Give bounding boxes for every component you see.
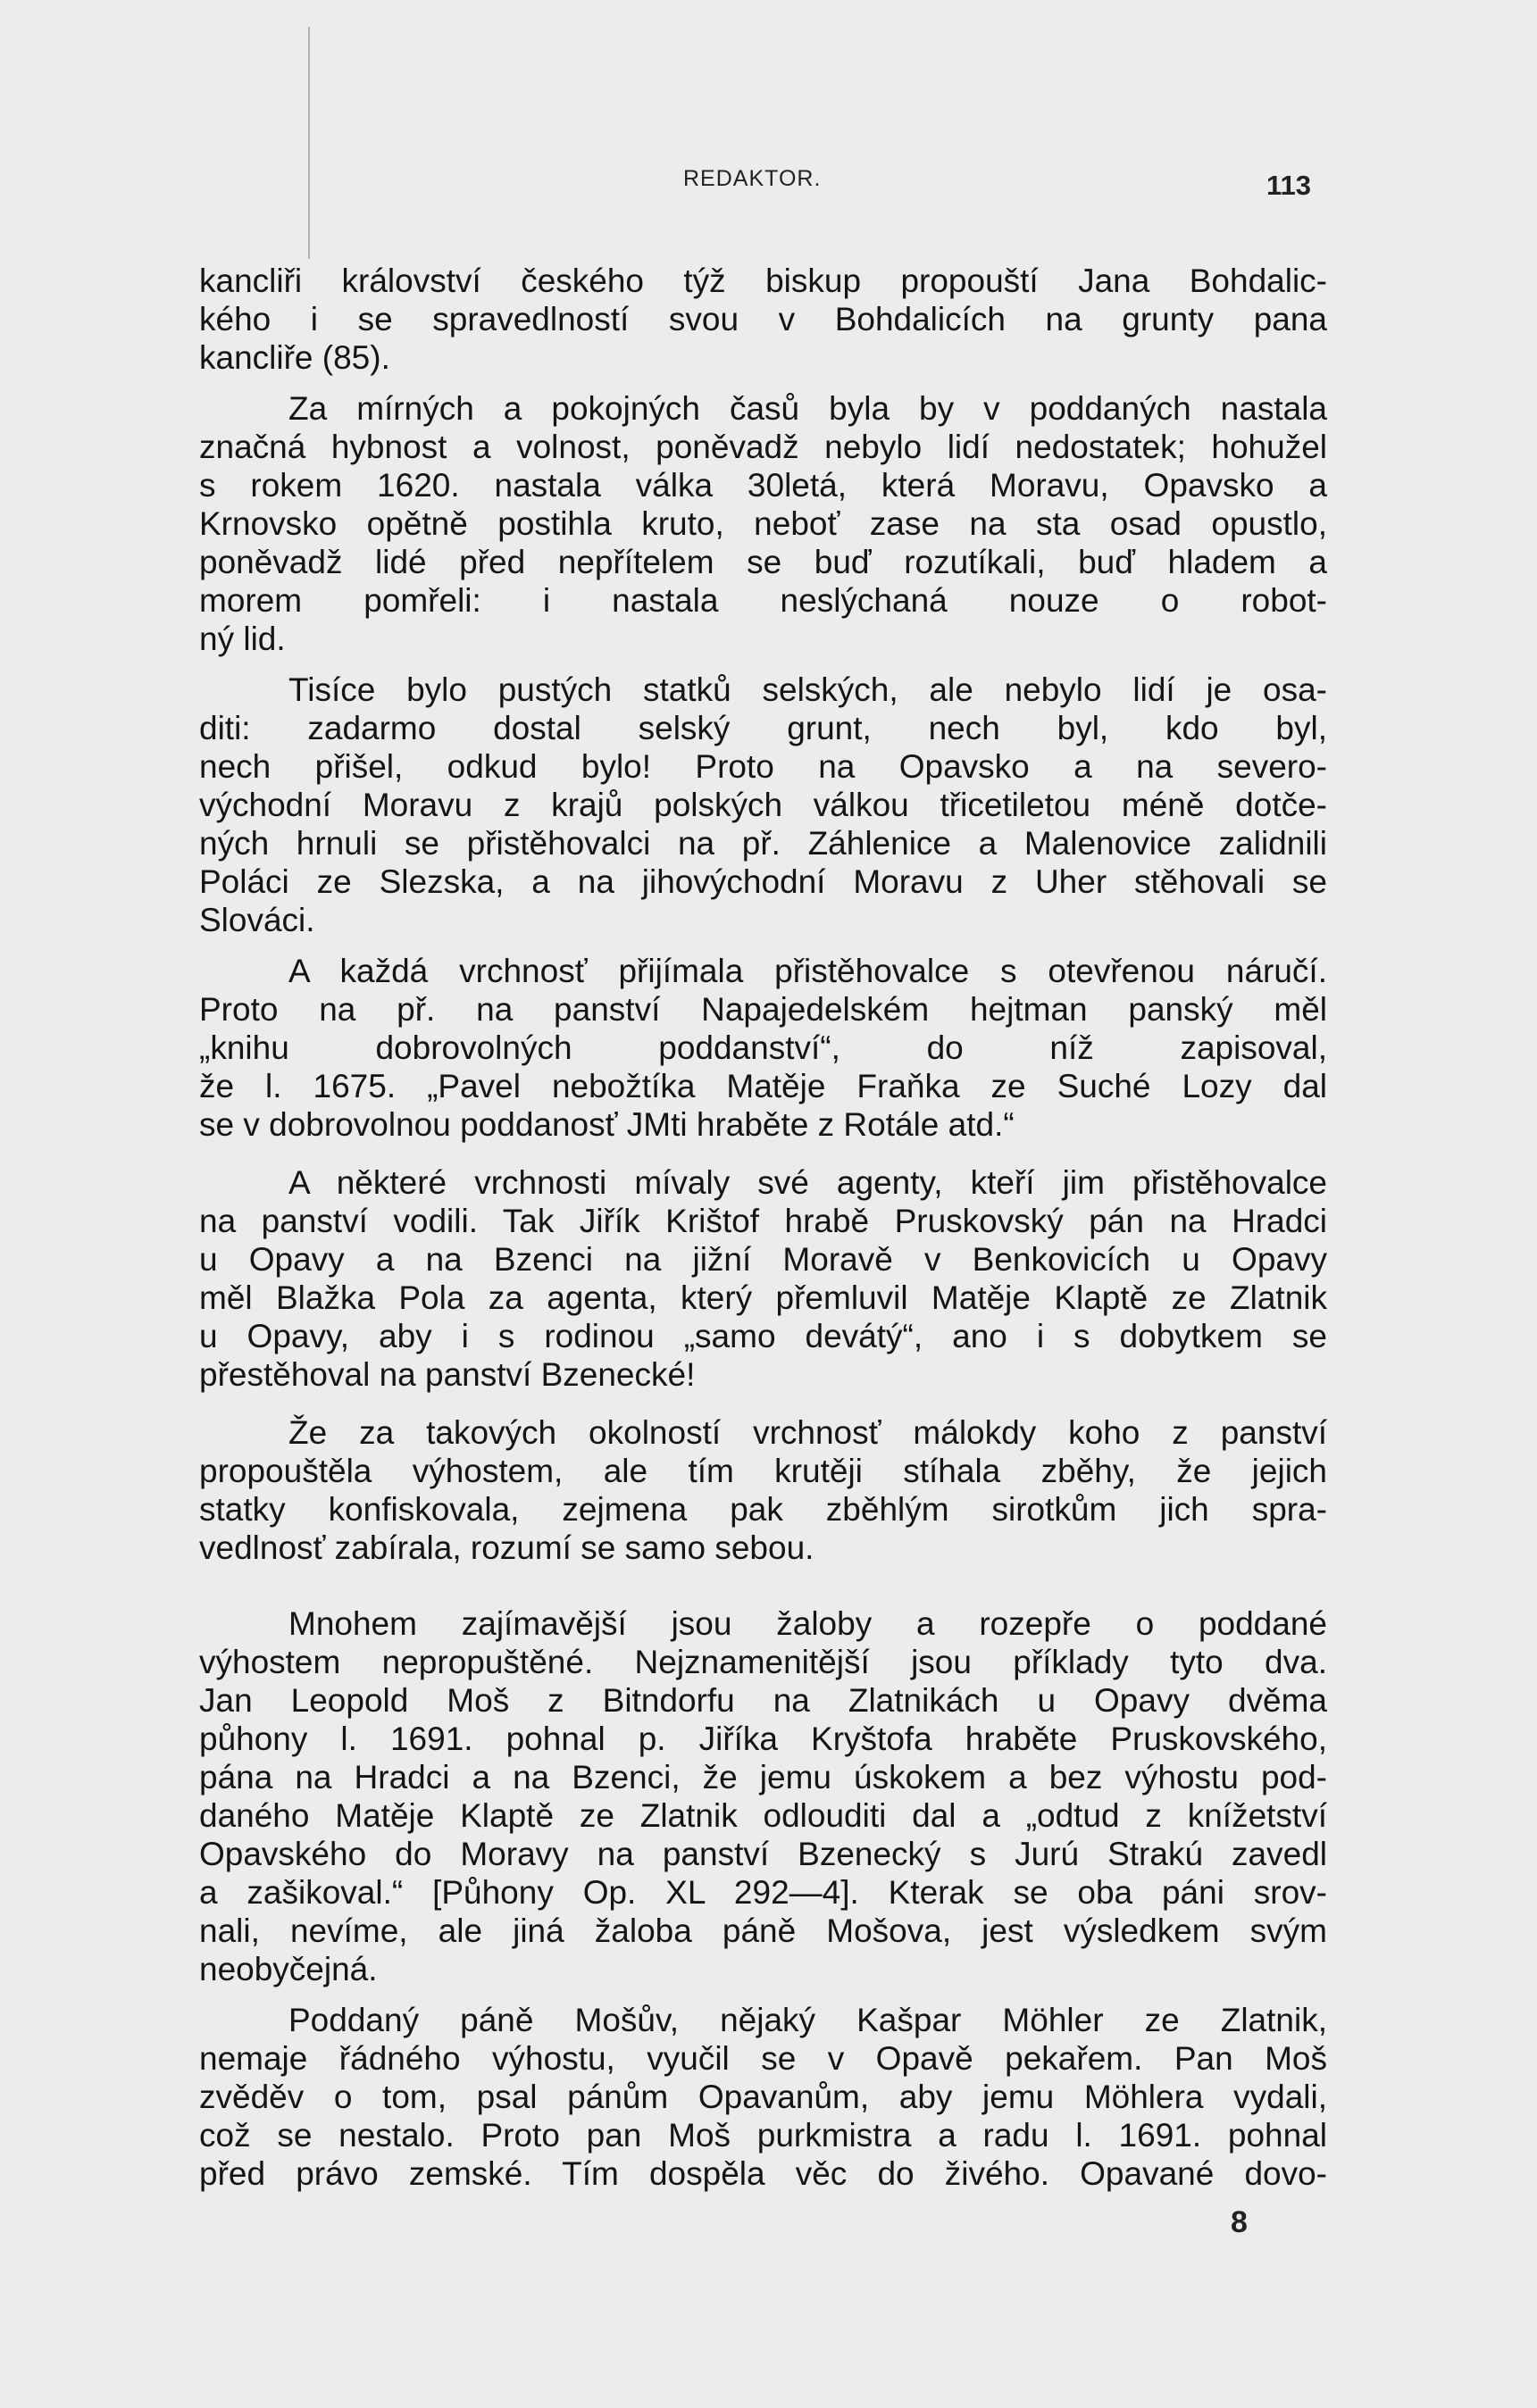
text-line: ný lid. xyxy=(199,621,286,657)
text-line: A každá vrchnosť přijímala přistěhovalce s otevřenou náručí. xyxy=(288,953,1327,989)
paragraph xyxy=(199,952,1327,1144)
text-line: Poláci ze Slezska, a na jihovýchodní Moravu z Uher stěhovali se xyxy=(199,863,1327,900)
text-line: daného Matěje Klaptě ze Zlatnik odlouditi dal a „odtud z knížetství xyxy=(199,1797,1327,1834)
paragraph xyxy=(199,389,1327,658)
text-line: „knihu dobrovolných poddanství“, do níž zapisoval, xyxy=(199,1029,1327,1066)
text-line: nali, nevíme, ale jiná žaloba páně Mošova, jest výsledkem svým xyxy=(199,1912,1327,1949)
text-line: nemaje řádného výhostu, vyučil se v Opavě pekařem. Pan Moš xyxy=(199,2040,1327,2077)
text-line: Jan Leopold Moš z Bitndorfu na Zlatnikách u Opavy dvěma xyxy=(199,1682,1327,1719)
text-line: zvěděv o tom, psal pánům Opavanům, aby jemu Möhlera vydali, xyxy=(199,2079,1327,2115)
text-line: značná hybnost a volnost, poněvadž nebylo lidí nedostatek; hohužel xyxy=(199,429,1327,465)
text-line: Proto na př. na panství Napajedelském hejtman panský měl xyxy=(199,991,1327,1028)
text-line: na panství vodili. Tak Jiřík Krištof hrabě Pruskovský pán na Hradci xyxy=(199,1203,1327,1239)
text-line: Mnohem zajímavější jsou žaloby a rozepře o poddané xyxy=(288,1605,1327,1642)
text-line: přestěhoval na panství Bzenecké! xyxy=(199,1356,696,1393)
text-line: statky konfiskovala, zejmena pak zběhlým sirotkům jich spra- xyxy=(199,1491,1327,1528)
text-line: před právo zemské. Tím dospěla věc do živého. Opavané dovo- xyxy=(199,2155,1327,2192)
text-line: neobyčejná. xyxy=(199,1951,378,1987)
text-line: vedlnosť zabírala, rozumí se samo sebou. xyxy=(199,1529,814,1566)
text-line: a zašikoval.“ [Půhony Op. XL 292—4]. Kterak se oba páni srov- xyxy=(199,1874,1327,1911)
text-line: což se nestalo. Proto pan Moš purkmistra a radu l. 1691. pohnal xyxy=(199,2117,1327,2154)
text-line: ných hrnuli se přistěhovalci na př. Záhlenice a Malenovice zalidnili xyxy=(199,825,1327,862)
text-line: kého i se spravedlností svou v Bohdalicích na grunty pana xyxy=(199,301,1327,337)
running-head: REDAKTOR. xyxy=(683,166,822,191)
text-line: Slováci. xyxy=(199,902,315,938)
paragraph xyxy=(199,1163,1327,1394)
text-line: morem pomřeli: i nastala neslýchaná nouze o robot- xyxy=(199,582,1327,619)
body-text xyxy=(199,262,1327,2193)
paragraph xyxy=(199,2001,1327,2193)
text-line: s rokem 1620. nastala válka 30letá, která Moravu, Opavsko a xyxy=(199,467,1327,504)
text-line: A některé vrchnosti mívaly své agenty, kteří jim přistěhovalce xyxy=(288,1164,1327,1201)
text-line: výhostem nepropuštěné. Nejznamenitější jsou příklady tyto dva. xyxy=(199,1644,1327,1680)
text-line: kancliři království českého týž biskup propouští Jana Bohdalic- xyxy=(199,262,1327,299)
text-line: Opavského do Moravy na panství Bzenecký s Jurú Strakú zavedl xyxy=(199,1836,1327,1872)
text-line: východní Moravu z krajů polských válkou třicetiletou méně dotče- xyxy=(199,787,1327,823)
page-header xyxy=(0,166,1537,211)
text-line: Že za takových okolností vrchnosť málokdy koho z panství xyxy=(288,1414,1327,1451)
text-line: Tisíce bylo pustých statků selských, ale nebylo lidí je osa- xyxy=(288,671,1327,708)
text-line: Poddaný páně Mošův, nějaký Kašpar Möhler ze Zlatnik, xyxy=(288,2002,1327,2038)
page-crease xyxy=(308,27,310,259)
text-line: nech přišel, odkud bylo! Proto na Opavsko a na severo- xyxy=(199,748,1327,785)
text-line: se v dobrovolnou poddanosť JMti hraběte z Rotále atd.“ xyxy=(199,1106,1015,1143)
text-line: půhony l. 1691. pohnal p. Jiříka Kryštofa hraběte Pruskovského, xyxy=(199,1721,1327,1757)
text-line: poněvadž lidé před nepřítelem se buď rozutíkali, buď hladem a xyxy=(199,544,1327,580)
paragraph xyxy=(199,262,1327,377)
text-line: že l. 1675. „Pavel nebožtíka Matěje Fraňka ze Suché Lozy dal xyxy=(199,1068,1327,1104)
text-line: Za mírných a pokojných časů byla by v poddaných nastala xyxy=(288,390,1327,427)
text-line: kancliře (85). xyxy=(199,339,390,376)
text-line: diti: zadarmo dostal selský grunt, nech byl, kdo byl, xyxy=(199,710,1327,746)
text-line: u Opavy a na Bzenci na jižní Moravě v Benkovicích u Opavy xyxy=(199,1241,1327,1278)
page-number: 113 xyxy=(1266,170,1312,201)
text-line: pána na Hradci a na Bzenci, že jemu úskokem a bez výhostu pod- xyxy=(199,1759,1327,1796)
paragraph xyxy=(199,671,1327,939)
text-line: Krnovsko opětně postihla kruto, neboť zase na sta osad opustlo, xyxy=(199,505,1327,542)
paragraph xyxy=(199,1413,1327,1567)
signature-mark: 8 xyxy=(1231,2205,1248,2239)
text-line: měl Blažka Pola za agenta, který přemluvil Matěje Klaptě ze Zlatnik xyxy=(199,1279,1327,1316)
paragraph xyxy=(199,1604,1327,1988)
text-line: u Opavy, aby i s rodinou „samo devátý“, ano i s dobytkem se xyxy=(199,1318,1327,1354)
text-line: propouštěla výhostem, ale tím krutěji stíhala zběhy, že jejich xyxy=(199,1453,1327,1489)
